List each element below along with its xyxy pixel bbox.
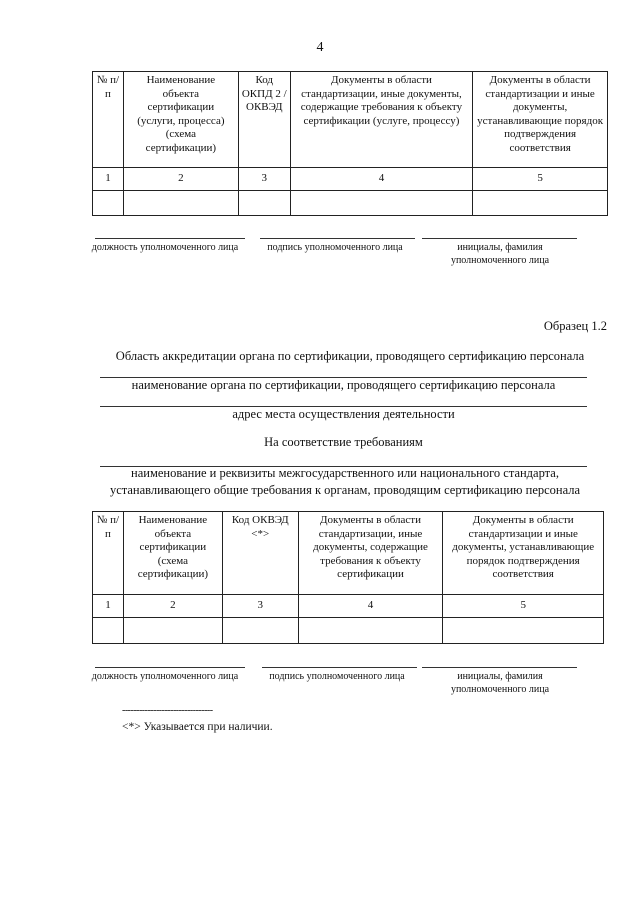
table-1 [92,71,608,216]
empty-cell[interactable] [290,191,472,216]
sample-label: Образец 1.2 [543,319,607,333]
signature-line [260,238,415,239]
empty-cell[interactable] [93,618,124,644]
table-2 [92,511,604,644]
name-label: инициалы, фамилия уполномоченного лица [450,242,550,266]
empty-cell[interactable] [443,618,604,644]
header-cell: Код ОКПД 2 / ОКВЭД [238,72,290,168]
header-cell: Документы в области стандартизации, иные документы, содержащие требования к объекту сертификации (услуге, процессу) [290,72,472,168]
table-header-row [93,72,608,168]
empty-cell[interactable] [473,191,608,216]
number-cell: 1 [93,168,124,191]
position-label: должность уполномоченного лица [91,242,239,253]
section-title: Область аккредитации органа по сертификации, проводящего сертификацию персонала [115,349,585,363]
position-label: должность уполномоченного лица [91,671,239,682]
compliance-heading: На соответствие требованиям [264,435,423,449]
header-cell: № п/п [93,512,124,595]
page-number: 4 [316,40,324,55]
table-header-row [93,512,604,595]
number-cell: 3 [238,168,290,191]
signature-label: подпись уполномоченного лица [267,242,403,253]
empty-cell[interactable] [222,618,298,644]
signature-line [422,238,577,239]
number-cell: 5 [473,168,608,191]
number-cell: 2 [123,595,222,618]
number-cell: 4 [290,168,472,191]
table-empty-row [93,191,608,216]
number-cell: 4 [298,595,443,618]
address-label: адрес места осуществления деятельности [232,407,455,421]
footnote: <*> Указывается при наличии. [122,721,273,733]
header-cell: Код ОКВЭД <*> [222,512,298,595]
standard-label: наименование и реквизиты межгосударственного или национального стандарта, устанавливающего общие требования к органам, проводящим сертификацию персонала [109,466,581,497]
table-number-row [93,168,608,191]
signature-line [95,238,245,239]
header-cell: Наименование объекта сертификации (схема сертификации) [123,512,222,595]
signature-line [262,667,417,668]
empty-cell[interactable] [123,618,222,644]
name-label: инициалы, фамилия уполномоченного лица [450,671,550,695]
empty-cell[interactable] [123,191,238,216]
number-cell: 3 [222,595,298,618]
header-cell: № п/п [93,72,124,168]
certification-body-name-label: наименование органа по сертификации, проводящего сертификацию персонала [131,378,556,392]
footnote-separator: -------------------------------- [122,705,213,716]
header-cell: Документы в области стандартизации, иные документы, содержащие требования к объекту сертификации [298,512,443,595]
empty-cell[interactable] [93,191,124,216]
number-cell: 1 [93,595,124,618]
header-cell: Документы в области стандартизации и иные документы, устанавливающие порядок подтверждения соответствия [473,72,608,168]
signature-line [422,667,577,668]
empty-cell[interactable] [298,618,443,644]
signature-label: подпись уполномоченного лица [269,671,405,682]
header-cell: Наименование объекта сертификации (услуги, процесса) (схема сертификации) [123,72,238,168]
table-number-row [93,595,604,618]
header-cell: Документы в области стандартизации и иные документы, устанавливающие порядок подтверждения соответствия [443,512,604,595]
signature-line [95,667,245,668]
table-empty-row [93,618,604,644]
empty-cell[interactable] [238,191,290,216]
number-cell: 2 [123,168,238,191]
number-cell: 5 [443,595,604,618]
